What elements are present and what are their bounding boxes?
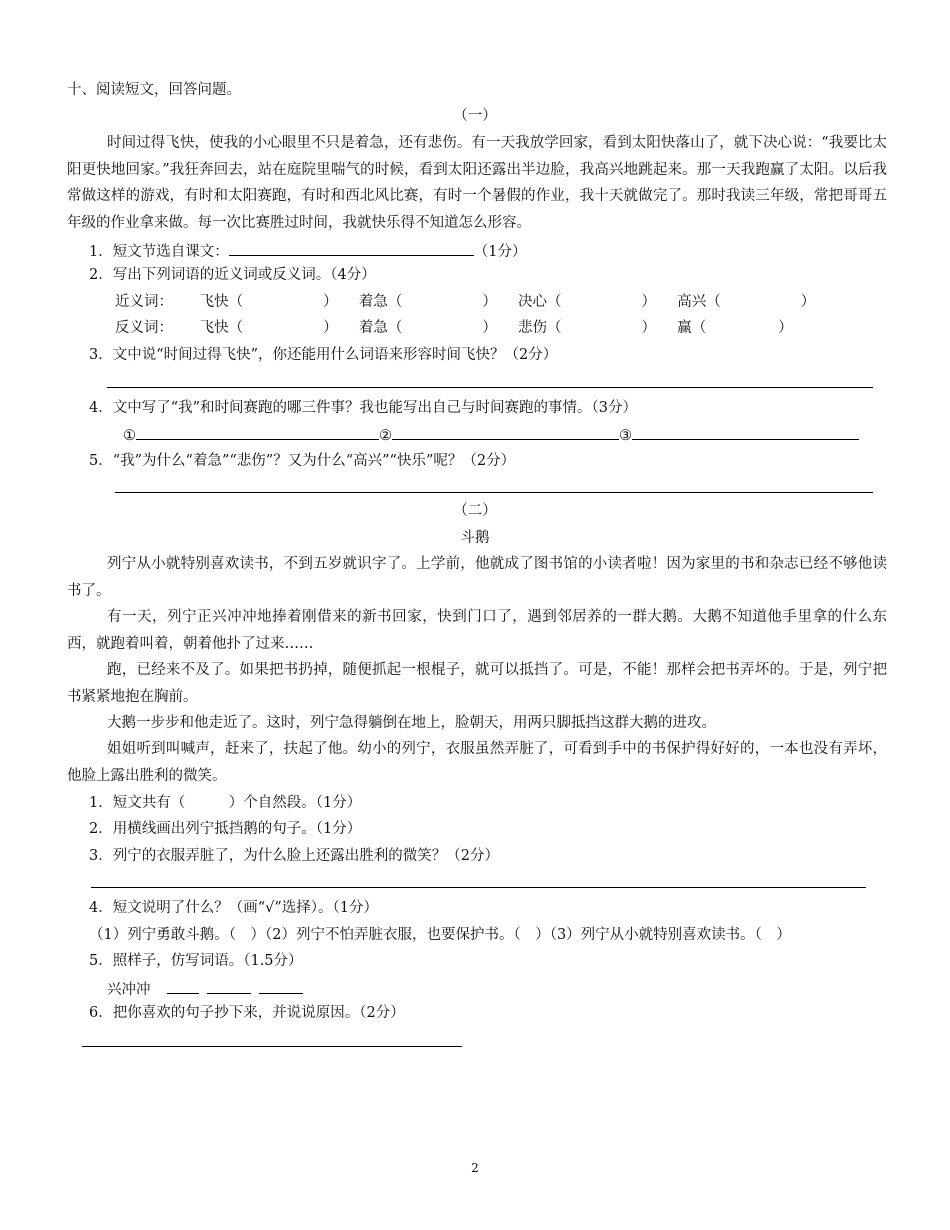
story-title: 斗鹅 bbox=[460, 530, 490, 546]
part2-label: （二） bbox=[453, 503, 497, 519]
story-paragraph-2: 有一天，列宁正兴冲冲地捧着刚借来的新书回家，快到门口了，遇到邻居养的一群大鹅。大鹅不知道他手里拿的什么东西，就跑着叫着，朝着他扑了过来…… bbox=[67, 609, 887, 652]
p1-question-2: 2．写出下列词语的近义词或反义词。（4分） bbox=[89, 267, 376, 283]
p1-q4-answers: ① ② ③ bbox=[123, 424, 859, 446]
antonym-row: 反义词： 飞快（ ） 着急（ ） 悲伤（ ） 赢（ ） bbox=[115, 320, 793, 336]
p2-question-6: 6．把你喜欢的句子抄下来，并说说原因。（2分） bbox=[89, 1005, 405, 1021]
p2-question-1: 1．短文共有（ ）个自然段。（1分） bbox=[89, 795, 362, 811]
answer-blank[interactable] bbox=[167, 978, 199, 994]
story-paragraph-1: 列宁从小就特别喜欢读书，不到五岁就识字了。上学前，他就成了图书馆的小读者啦！因为家里的书和杂志已经不够他读书了。 bbox=[67, 556, 887, 599]
answer-line[interactable] bbox=[107, 387, 873, 388]
answer-blank[interactable] bbox=[136, 424, 379, 440]
answer-line[interactable] bbox=[115, 492, 873, 493]
p2-q4-options: （1）列宁勇敢斗鹅。（ ）（2）列宁不怕弄脏衣服，也要保护书。（ ）（3）列宁从小就特别喜欢读书。（ ） bbox=[89, 927, 791, 943]
example-word: 兴冲冲 bbox=[107, 982, 151, 998]
answer-blank[interactable] bbox=[229, 240, 474, 256]
part1-passage: 时间过得飞快，使我的小心眼里不只是着急，还有悲伤。有一天我放学回家，看到太阳快落山了，就下决心说：“我要比太阳更快地回家。”我狂奔回去，站在庭院里喘气的时候，看到太阳还露出半边脸，我高兴地跳起来。那一天我跑赢了太阳。以后我常做这样的游戏，有时和太阳赛跑，有时和西北风比赛，有时一个暑假的作业，我十天就做完了。那时我读三年级，常把哥哥五年级的作业拿来做。每一次比赛胜过时间，我就快乐得不知道怎么形容。 bbox=[67, 135, 887, 231]
p2-question-4: 4．短文说明了什么？（画“√”选择）。（1分） bbox=[89, 900, 379, 916]
answer-blank[interactable] bbox=[207, 978, 251, 994]
answer-blank[interactable] bbox=[632, 424, 859, 440]
p2-question-5: 5．照样子，仿写词语。（1.5分） bbox=[89, 953, 303, 969]
p1-question-3: 3．文中说“时间过得飞快”，你还能用什么词语来形容时间飞快？（2分） bbox=[89, 347, 558, 363]
answer-blank[interactable] bbox=[392, 424, 619, 440]
page-number: 2 bbox=[471, 1161, 479, 1175]
p1-question-4: 4．文中写了“我”和时间赛跑的哪三件事？我也能写出自己与时间赛跑的事情。（3分） bbox=[89, 400, 638, 416]
section-title: 十、阅读短文，回答问题。 bbox=[67, 82, 241, 98]
p2-question-3: 3．列宁的衣服弄脏了，为什么脸上还露出胜利的微笑？（2分） bbox=[89, 848, 499, 864]
story-paragraph-4: 大鹅一步步和他走近了。这时，列宁急得躺倒在地上，脸朝天，用两只脚抵挡这群大鹅的进攻。 bbox=[107, 715, 716, 731]
story-paragraph-5: 姐姐听到叫喊声，赶来了，扶起了他。幼小的列宁，衣服虽然弄脏了，可看到手中的书保护得好好的，一本也没有弄坏，他脸上露出胜利的微笑。 bbox=[67, 741, 887, 784]
p2-q5-row bbox=[107, 978, 303, 1000]
synonym-row: 近义词： 飞快（ ） 着急（ ） 决心（ ） 高兴（ ） bbox=[115, 294, 816, 310]
answer-line[interactable] bbox=[91, 887, 866, 888]
answer-blank[interactable] bbox=[259, 978, 303, 994]
p1-question-5: 5．“我”为什么“着急”“悲伤”？又为什么“高兴”“快乐”呢？（2分） bbox=[89, 453, 516, 469]
part1-label: （一） bbox=[453, 108, 497, 124]
p1-question-1: 1．短文节选自课文： （1分） bbox=[89, 240, 526, 262]
p2-question-2: 2．用横线画出列宁抵挡鹅的句子。（1分） bbox=[89, 821, 362, 837]
answer-line[interactable] bbox=[82, 1046, 462, 1047]
story-paragraph-3: 跑，已经来不及了。如果把书扔掉，随便抓起一根棍子，就可以抵挡了。可是，不能！那样会把书弄坏的。于是，列宁把书紧紧地抱在胸前。 bbox=[67, 662, 887, 705]
